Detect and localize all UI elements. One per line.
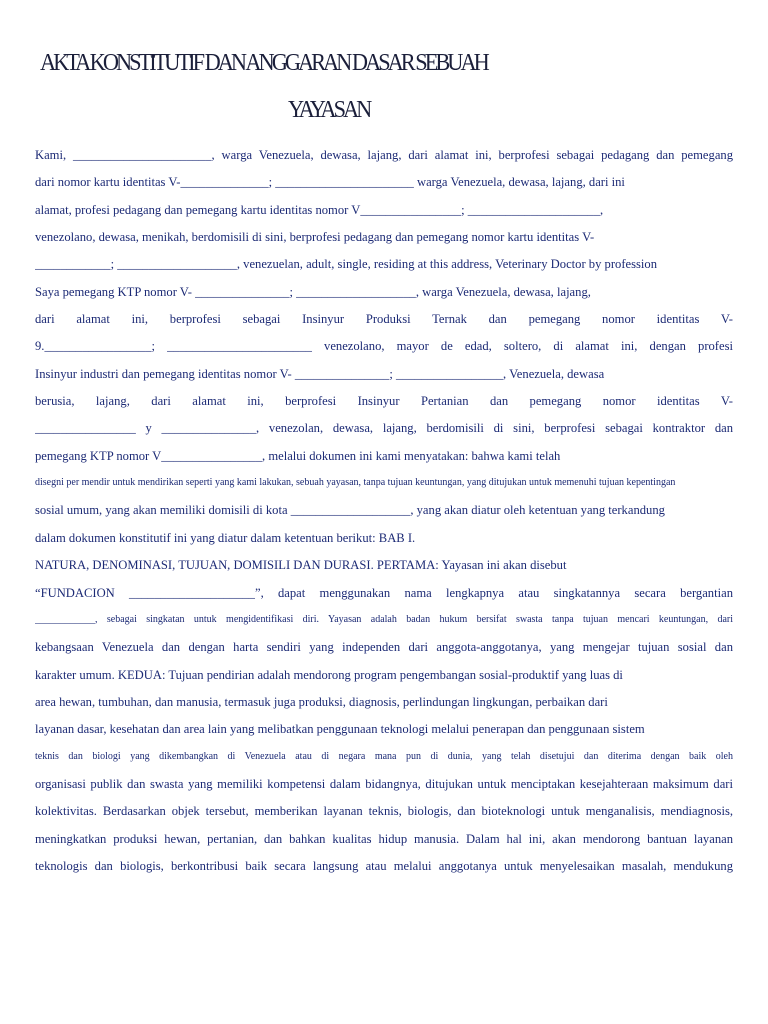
document-body <box>35 145 733 883</box>
body-text-line: “FUNDACION ____________________”, dapat menggunakan nama lengkapnya atau singkatannya secara bergantian <box>35 585 733 600</box>
body-text-line: karakter umum. KEDUA: Tujuan pendirian adalah mendorong program pengembangan sosial-produktif yang luas di <box>35 667 623 682</box>
body-text-line: dari alamat ini, berprofesi sebagai Insinyur Produksi Ternak dan pemegang nomor identitas V- <box>35 312 733 327</box>
body-text-line: Kami, ______________________, warga Venezuela, dewasa, lajang, dari alamat ini, berprofesi sebagai pedagang dan pemegang <box>35 148 733 162</box>
body-text-line: berusia, lajang, dari alamat ini, berprofesi Insinyur Pertanian dan pemegang nomor identitas V- <box>35 394 733 409</box>
body-text-line: ____________, sebagai singkatan untuk mengidentifikasi diri. Yayasan adalah badan hukum bersifat swasta tanpa tujuan mencari keuntungan, dari <box>35 613 733 625</box>
body-text-line: NATURA, DENOMINASI, TUJUAN, DOMISILI DAN DURASI. PERTAMA: Yayasan ini akan disebut <box>35 558 567 573</box>
body-text-line: kebangsaan Venezuela dan dengan harta sendiri yang independen dari anggota-anggotanya, yang mengejar tujuan sosial dan <box>35 640 733 655</box>
body-text-line: area hewan, tumbuhan, dan manusia, termasuk juga produksi, diagnosis, perlindungan lingkungan, perbaikan dari <box>35 694 608 709</box>
body-text-line: disegni per mendir untuk mendirikan seperti yang kami lakukan, sebuah yayasan, tanpa tujuan keuntungan, yang ditujukan untuk memenuhi tujuan kepentingan <box>35 477 676 489</box>
body-text-line: dari nomor kartu identitas V-______________; ______________________ warga Venezuela, dewasa, lajang, dari ini <box>35 175 625 190</box>
body-text-line: ____________; ___________________, venezuelan, adult, single, residing at this address, Veterinary Doctor by profession <box>35 257 658 272</box>
body-text-line: ________________ y _______________, venezolan, dewasa, lajang, berdomisili di sini, berprofesi sebagai kontraktor dan <box>35 421 733 436</box>
document-title-line-1: AKTA KONSTITUTIF DAN ANGGARAN DASAR SEBUAH <box>40 50 487 76</box>
body-text-line: sosial umum, yang akan memiliki domisili di kota ___________________, yang akan diatur oleh ketentuan yang terkandung <box>35 503 665 518</box>
body-text-line: venezolano, dewasa, menikah, berdomisili di sini, berprofesi pedagang dan pemegang nomor kartu identitas V- <box>35 230 595 245</box>
body-text-line: layanan dasar, kesehatan dan area lain yang melibatkan penggunaan teknologi melalui penerapan dan penggunaan sistem <box>35 722 645 737</box>
body-text-line: organisasi publik dan swasta yang memiliki kompetensi dalam bidangnya, ditujukan untuk menciptakan kesejahteraan maksimum dari <box>35 776 733 791</box>
body-text-line: dalam dokumen konstitutif ini yang diatur dalam ketentuan berikut: BAB I. <box>35 530 416 545</box>
body-text-line: teknologis dan biologis, berkontribusi baik secara langsung atau melalui anggotanya untuk menyelesaikan masalah, mendukung <box>35 858 733 873</box>
body-text-line: alamat, profesi pedagang dan pemegang kartu identitas nomor V________________; _____________________, <box>35 202 604 217</box>
body-text-line: Saya pemegang KTP nomor V- _______________; ___________________, warga Venezuela, dewasa, lajang, <box>35 284 591 299</box>
body-text-line: meningkatkan produksi hewan, pertanian, dan bahkan kualitas hidup manusia. Dalam hal ini, akan mendorong bantuan layanan <box>35 831 733 846</box>
body-text-line: teknis dan biologi yang dikembangkan di Venezuela atau di negara mana pun di dunia, yang telah disetujui dan diterima dengan baik oleh <box>35 750 733 762</box>
body-text-line: 9._________________; _______________________ venezolano, mayor de edad, soltero, di alamat ini, dengan profesi <box>35 339 733 354</box>
body-text-line: Insinyur industri dan pemegang identitas nomor V- _______________; _________________, Venezuela, dewasa <box>35 366 605 381</box>
body-text-line: pemegang KTP nomor V________________, melalui dokumen ini kami menyatakan: bahwa kami telah <box>35 448 561 463</box>
document-title-line-2: YAYASAN <box>288 97 370 123</box>
body-text-line: kolektivitas. Berdasarkan objek tersebut, memberikan layanan teknis, biologis, dan bioteknologi untuk menganalisis, mendiagnosis, <box>35 804 733 819</box>
